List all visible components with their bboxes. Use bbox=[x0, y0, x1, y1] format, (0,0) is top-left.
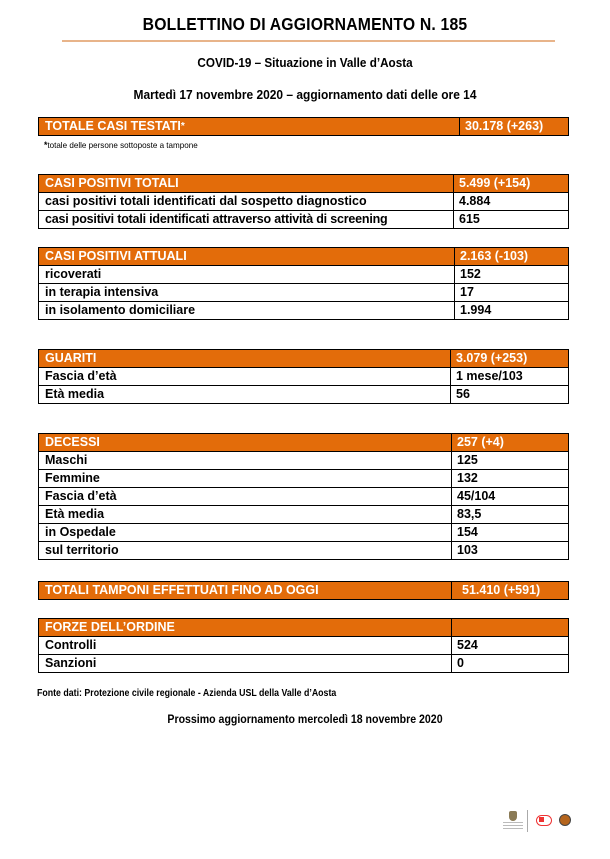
row-label: Femmine bbox=[39, 470, 452, 488]
section-label: FORZE DELL’ORDINE bbox=[39, 619, 452, 637]
red-cross-logo-icon bbox=[536, 815, 552, 826]
row-label: in Ospedale bbox=[39, 524, 452, 542]
table-row bbox=[39, 655, 569, 673]
footnote bbox=[44, 140, 198, 150]
row-value: 56 bbox=[451, 386, 569, 404]
row-label: casi positivi totali identificati dal sospetto diagnostico bbox=[39, 193, 454, 211]
row-value: 103 bbox=[452, 542, 569, 560]
row-value: 0 bbox=[452, 655, 569, 673]
table-row bbox=[39, 302, 569, 320]
row-label: Fascia d’età bbox=[39, 488, 452, 506]
table-row bbox=[39, 470, 569, 488]
table-totale-casi-testati bbox=[38, 117, 569, 136]
section-label: TOTALE CASI TESTATI* bbox=[39, 118, 460, 136]
asterisk-mark: * bbox=[44, 140, 48, 150]
table-forze-ordine bbox=[38, 618, 569, 673]
table-row bbox=[39, 211, 569, 229]
row-label: ricoverati bbox=[39, 266, 455, 284]
section-label: TOTALI TAMPONI EFFETTUATI FINO AD OGGI bbox=[39, 582, 452, 600]
table-tamponi bbox=[38, 581, 569, 600]
row-label: sul territorio bbox=[39, 542, 452, 560]
row-value: 524 bbox=[452, 637, 569, 655]
table-row bbox=[39, 284, 569, 302]
table-guariti bbox=[38, 349, 569, 404]
table-casi-positivi-attuali bbox=[38, 247, 569, 320]
section-value: 5.499 (+154) bbox=[454, 175, 569, 193]
table-header-row bbox=[39, 350, 569, 368]
row-value: 83,5 bbox=[452, 506, 569, 524]
row-value: 154 bbox=[452, 524, 569, 542]
asterisk-mark: * bbox=[180, 121, 185, 132]
table-header-row bbox=[39, 118, 569, 136]
table-row bbox=[39, 524, 569, 542]
section-label: CASI POSITIVI TOTALI bbox=[39, 175, 454, 193]
bulletin-subtitle: COVID-19 – Situazione in Valle d’Aosta bbox=[197, 55, 413, 70]
logo-divider bbox=[527, 810, 528, 832]
section-label: DECESSI bbox=[39, 434, 452, 452]
table-header-row bbox=[39, 619, 569, 637]
section-label: CASI POSITIVI ATTUALI bbox=[39, 248, 455, 266]
table-row bbox=[39, 386, 569, 404]
table-header-row bbox=[39, 582, 569, 600]
table-row bbox=[39, 266, 569, 284]
row-value: 152 bbox=[455, 266, 569, 284]
row-value: 1 mese/103 bbox=[451, 368, 569, 386]
table-casi-positivi-totali bbox=[38, 174, 569, 229]
title-divider bbox=[62, 40, 555, 42]
row-label: in isolamento domiciliare bbox=[39, 302, 455, 320]
row-label: in terapia intensiva bbox=[39, 284, 455, 302]
section-value: 2.163 (-103) bbox=[455, 248, 569, 266]
row-value: 17 bbox=[455, 284, 569, 302]
section-value: 3.079 (+253) bbox=[451, 350, 569, 368]
table-decessi bbox=[38, 433, 569, 560]
table-row bbox=[39, 452, 569, 470]
footer-logos bbox=[503, 810, 573, 832]
data-source-note: Fonte dati: Protezione civile regionale - Azienda USL della Valle d’Aosta bbox=[37, 688, 337, 699]
next-update-note: Prossimo aggiornamento mercoledì 18 novembre 2020 bbox=[167, 714, 443, 726]
row-value: 615 bbox=[454, 211, 569, 229]
bulletin-dateline: Martedì 17 novembre 2020 – aggiornamento dati delle ore 14 bbox=[133, 87, 477, 102]
table-row bbox=[39, 488, 569, 506]
section-value: 257 (+4) bbox=[452, 434, 569, 452]
row-label: Età media bbox=[39, 386, 451, 404]
table-header-row bbox=[39, 248, 569, 266]
row-label: Maschi bbox=[39, 452, 452, 470]
region-crest-caption bbox=[503, 822, 523, 831]
row-label: Fascia d’età bbox=[39, 368, 451, 386]
table-header-row bbox=[39, 434, 569, 452]
row-value: 1.994 bbox=[455, 302, 569, 320]
civil-protection-logo-icon bbox=[559, 814, 571, 826]
row-value: 4.884 bbox=[454, 193, 569, 211]
table-header-row bbox=[39, 175, 569, 193]
row-label: Sanzioni bbox=[39, 655, 452, 673]
section-label: GUARITI bbox=[39, 350, 451, 368]
row-label: casi positivi totali identificati attraverso attività di screening bbox=[39, 211, 454, 229]
row-value: 125 bbox=[452, 452, 569, 470]
row-value: 132 bbox=[452, 470, 569, 488]
bulletin-title: BOLLETTINO DI AGGIORNAMENTO N. 185 bbox=[142, 14, 468, 34]
table-row bbox=[39, 368, 569, 386]
section-value bbox=[452, 619, 569, 637]
section-value: 51.410 (+591) bbox=[452, 582, 569, 600]
section-value: 30.178 (+263) bbox=[460, 118, 569, 136]
row-label: Età media bbox=[39, 506, 452, 524]
row-value: 45/104 bbox=[452, 488, 569, 506]
region-crest-icon bbox=[509, 811, 517, 821]
table-row bbox=[39, 506, 569, 524]
table-row bbox=[39, 542, 569, 560]
table-row bbox=[39, 193, 569, 211]
table-row bbox=[39, 637, 569, 655]
footnote-text: totale delle persone sottoposte a tampone bbox=[47, 140, 198, 150]
row-label: Controlli bbox=[39, 637, 452, 655]
